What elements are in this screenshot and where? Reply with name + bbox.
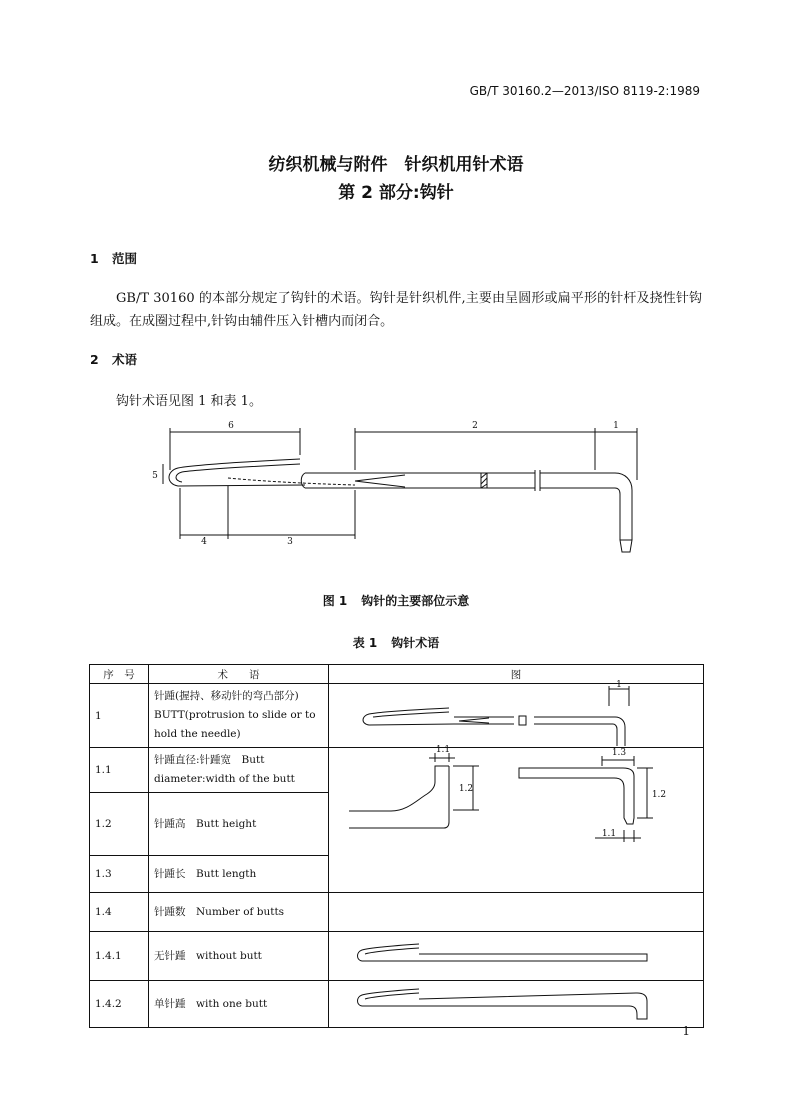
table-row [90,684,704,748]
row-term: 针踵(握持、移动针的弯凸部分) BUTT(protrusion to slide or to hold the needle) [149,684,329,748]
section-number: 1 [90,251,99,266]
section-number: 2 [90,352,99,367]
dim-label-5: 5 [152,471,158,481]
terms-table [89,664,704,1028]
figure-number: 图 1 [322,594,348,608]
fig-label-1-3: 1.3 [611,748,627,758]
table-row [90,932,704,981]
table-row [90,893,704,932]
row-seq: 1.3 [90,856,149,893]
dim-label-3: 3 [287,537,293,547]
table-title: 钩针术语 [391,636,440,650]
figure-title: 钩针的主要部位示意 [361,594,470,608]
header-figure: 图 [329,665,704,684]
row-seq: 1 [90,684,149,748]
fig-label-1-2-right: 1.2 [651,790,667,800]
dim-label-4: 4 [201,537,207,547]
fig-label-1-1-right: 1.1 [601,829,617,839]
butt-dimension-drawing [329,745,704,868]
dim-label-2: 2 [472,421,478,431]
document-title: 纺织机械与附件 针织机用针术语 [268,155,524,175]
fig-label-1-2: 1.2 [458,784,474,794]
row-term: 针踵数 Number of butts [149,893,329,932]
table-row [90,748,704,793]
needle-with-one-butt-drawing [329,981,704,1027]
row-seq: 1.1 [90,748,149,793]
section-1-paragraph: GB/T 30160 的本部分规定了钩针的术语。钩针是针织机件,主要由呈圆形或扁平形的针杆及挠性针钩组成。在成圈过程中,针钩由辅件压入针槽内而闭合。 [90,291,702,329]
fig-label-1-1: 1.1 [435,745,451,755]
row-term: 针踵直径:针踵宽 Butt diameter:width of the butt [149,748,329,793]
fig-label-1: 1 [616,680,622,690]
row-figure [329,680,704,748]
table-number: 表 1 [352,636,378,650]
row-figure [329,981,704,1028]
document-subtitle: 第 2 部分:钩针 [338,183,454,203]
row-term: 单针踵 with one butt [149,981,329,1028]
table-row [90,981,704,1028]
row-term: 针踵高 Butt height [149,793,329,856]
table-1-caption [0,634,792,651]
row-figure [329,893,704,932]
dim-label-6: 6 [228,421,234,431]
header-seq: 序 号 [90,665,149,684]
row-figure [329,932,704,981]
row-seq: 1.4 [90,893,149,932]
row-seq: 1.4.1 [90,932,149,981]
header-term: 术 语 [149,665,329,684]
section-title: 范围 [112,251,138,266]
section-2-paragraph: 钩针术语见图 1 和表 1。 [116,394,262,409]
needle-without-butt-drawing [329,932,704,980]
row-term: 无针踵 without butt [149,932,329,981]
standard-code: GB/T 30160.2—2013/ISO 8119-2:1989 [469,84,700,98]
row-seq: 1.4.2 [90,981,149,1028]
table-header-row [90,665,704,684]
page-number: 1 [682,1024,690,1038]
row-term: 针踵长 Butt length [149,856,329,893]
butt-needle-drawing [329,680,704,740]
figure-1-caption [0,592,792,609]
row-figure-butt-dimensions [329,745,704,893]
dim-label-1: 1 [613,421,619,431]
row-seq: 1.2 [90,793,149,856]
section-title: 术语 [112,352,138,367]
